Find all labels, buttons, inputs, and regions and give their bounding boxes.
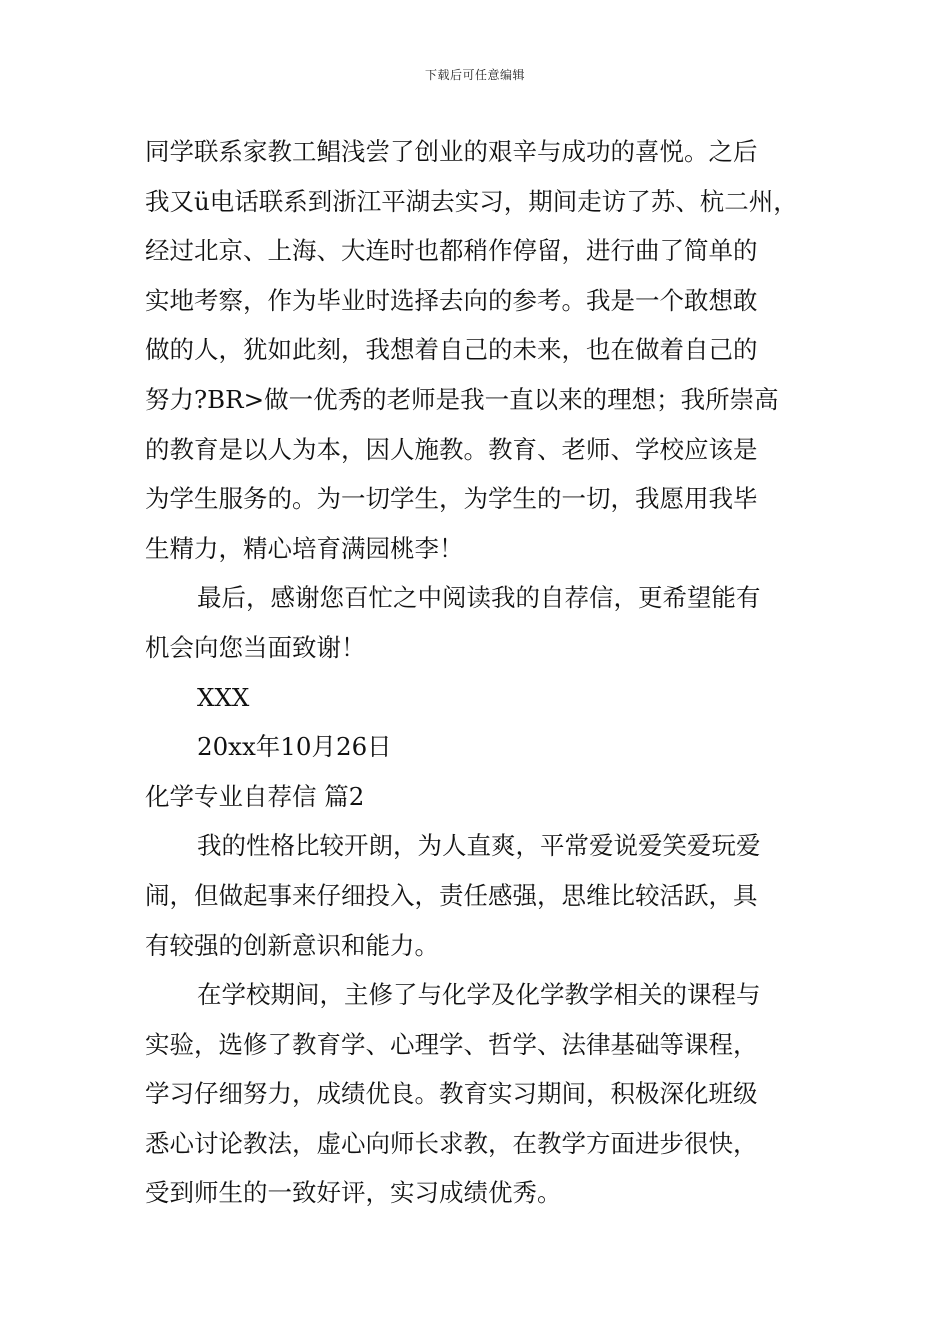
signature-date: 20xx年10月26日 bbox=[197, 732, 392, 762]
text-line: 受到师生的一致好评，实习成绩优秀。 bbox=[145, 1178, 562, 1208]
document-body bbox=[145, 127, 825, 1218]
signature-name: XXX bbox=[197, 682, 250, 712]
text-line: 悉心讨论教法，虚心向师长求教，在教学方面进步很快， bbox=[145, 1128, 758, 1158]
text-line: 为学生服务的。为一切学生，为学生的一切，我愿用我毕 bbox=[145, 484, 758, 514]
text-line: 我又ü电话联系到浙江平湖去实习，期间走访了苏、杭二州， bbox=[145, 186, 798, 216]
section-title: 化学专业自荐信 篇2 bbox=[145, 781, 365, 811]
text-line: 最后，感谢您百忙之中阅读我的自荐信，更希望能有 bbox=[197, 583, 761, 613]
text-line: 我的性格比较开朗，为人直爽，平常爱说爱笑爱玩爱 bbox=[197, 831, 761, 861]
text-line: 实验，选修了教育学、心理学、哲学、法律基础等课程， bbox=[145, 1029, 758, 1059]
text-line: 实地考察，作为毕业时选择去向的参考。我是一个敢想敢 bbox=[145, 285, 758, 315]
text-line: 做的人，犹如此刻，我想着自己的未来，也在做着自己的 bbox=[145, 335, 758, 365]
text-line: 努力?BR>做一优秀的老师是我一直以来的理想；我所崇高 bbox=[145, 384, 779, 414]
text-line: 在学校期间，主修了与化学及化学教学相关的课程与 bbox=[197, 980, 761, 1010]
text-line: 有较强的创新意识和能力。 bbox=[145, 930, 439, 960]
text-line: 经过北京、上海、大连时也都稍作停留，进行曲了简单的 bbox=[145, 236, 758, 266]
text-line: 机会向您当面致谢！ bbox=[145, 632, 366, 662]
text-line: 学习仔细努力，成绩优良。教育实习期间，积极深化班级 bbox=[145, 1079, 758, 1109]
text-line: 生精力，精心培育满园桃李！ bbox=[145, 533, 464, 563]
text-line: 的教育是以人为本，因人施教。教育、老师、学校应该是 bbox=[145, 434, 758, 464]
text-line: 同学联系家教工鲳浅尝了创业的艰辛与成功的喜悦。之后 bbox=[145, 137, 758, 166]
text-line: 闹，但做起事来仔细投入，责任感强，思维比较活跃，具 bbox=[145, 880, 758, 910]
page-header-note: 下载后可任意编辑 bbox=[424, 68, 525, 82]
